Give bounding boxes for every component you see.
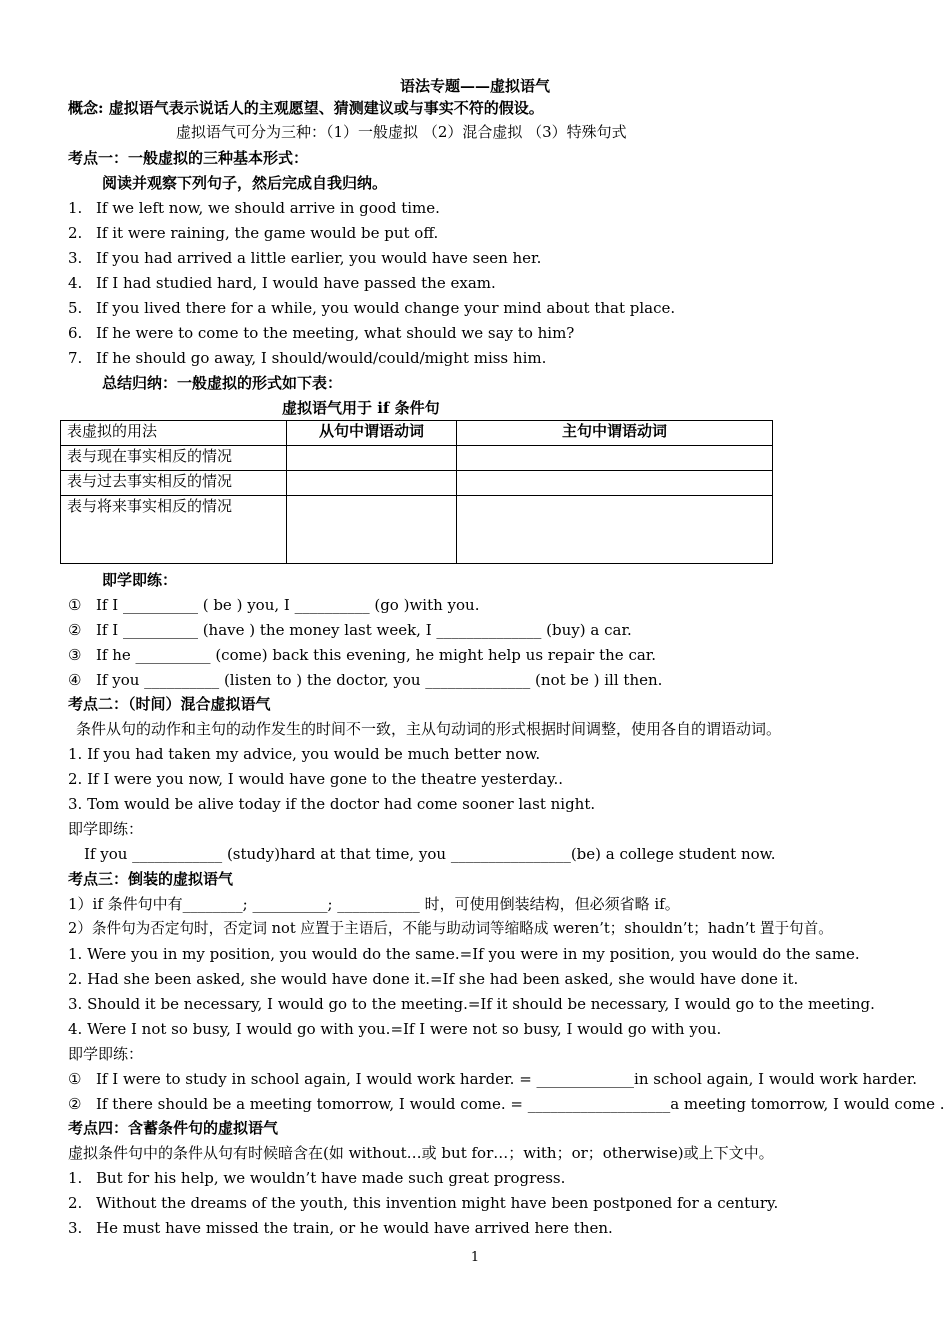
page-number: 1 bbox=[470, 1250, 480, 1265]
example-item: 3. Tom would be alive today if the doctor had come sooner last night. bbox=[68, 795, 596, 813]
example-text: If you lived there for a while, you would change your mind about that place. bbox=[96, 299, 676, 317]
practice-text: If you __________ (listen to ) the doctor, you ______________ (not be ) ill then. bbox=[96, 671, 663, 689]
example-number: 3. bbox=[68, 249, 83, 267]
example-item: 3. Should it be necessary, I would go to the meeting.=If it should be necessary, I would go to the meeting. bbox=[68, 995, 875, 1013]
practice-item bbox=[68, 1094, 945, 1114]
example-item bbox=[68, 223, 438, 243]
subjunctive-types: 虚拟语气可分为三种：（1）一般虚拟 （2）混合虚拟 （3）特殊句式 bbox=[176, 123, 627, 141]
table-blank-cell[interactable] bbox=[457, 471, 773, 496]
example-item: 2. If I were you now, I would have gone to the theatre yesterday.. bbox=[68, 770, 564, 788]
practice-item bbox=[68, 670, 662, 690]
practice-number: ② bbox=[68, 1095, 82, 1113]
example-item bbox=[68, 248, 541, 268]
example-item bbox=[68, 1218, 613, 1238]
example-text: If it were raining, the game would be put off. bbox=[96, 224, 439, 242]
section-2-heading: 考点二：（时间）混合虚拟语气 bbox=[68, 695, 271, 713]
example-item bbox=[68, 198, 440, 218]
example-text: Without the dreams of the youth, this invention might have been postponed for a century. bbox=[96, 1194, 779, 1212]
table-header-clause-verb: 从句中谓语动词 bbox=[287, 421, 457, 446]
practice-text: If I __________ (have ) the money last week, I ______________ (buy) a car. bbox=[96, 621, 632, 639]
practice-item bbox=[68, 645, 656, 665]
section-1-instruction: 阅读并观察下列句子，然后完成自我归纳。 bbox=[102, 174, 388, 192]
page-title: 语法专题——虚拟语气 bbox=[399, 77, 550, 95]
table-blank-cell[interactable] bbox=[287, 471, 457, 496]
practice-item: If you ____________ (study)hard at that time, you ________________(be) a college student now. bbox=[84, 845, 776, 863]
subjunctive-form-table bbox=[60, 420, 773, 564]
table-row-label: 表与将来事实相反的情况 bbox=[61, 496, 287, 564]
example-item bbox=[68, 1168, 565, 1188]
example-text: If he should go away, I should/would/could/might miss him. bbox=[96, 349, 547, 367]
table-caption: 虚拟语气用于 if 条件句 bbox=[282, 399, 440, 417]
example-number: 2. bbox=[68, 224, 83, 242]
practice-text: If there should be a meeting tomorrow, I would come. = ___________________a meeting tomorrow, I would come . bbox=[96, 1095, 945, 1113]
example-number: 3. bbox=[68, 1219, 83, 1237]
practice-heading: 即学即练： bbox=[68, 820, 144, 838]
section-4-explanation: 虚拟条件句中的条件从句有时候暗含在(如 without…或 but for…；with；or；otherwise)或上下文中。 bbox=[68, 1144, 774, 1162]
example-text: If he were to come to the meeting, what should we say to him? bbox=[96, 324, 575, 342]
practice-item bbox=[68, 620, 632, 640]
practice-text: If I __________ ( be ) you, I __________ (go )with you. bbox=[96, 596, 480, 614]
example-item: 2. Had she been asked, she would have done it.=If she had been asked, she would have done it. bbox=[68, 970, 799, 988]
practice-number: ② bbox=[68, 621, 82, 639]
inversion-rule-1: 1）if 条件句中有________; __________; ___________ 时，可使用倒装结构，但必须省略 if。 bbox=[68, 895, 680, 913]
example-number: 2. bbox=[68, 1194, 83, 1212]
practice-text: If he __________ (come) back this evening, he might help us repair the car. bbox=[96, 646, 657, 664]
table-blank-cell[interactable] bbox=[457, 496, 773, 564]
table-blank-cell[interactable] bbox=[287, 496, 457, 564]
inversion-rule-2: 2）条件句为否定句时，否定词 not 应置于主语后，不能与助动词等缩略成 weren’t；shouldn’t；hadn’t 置于句首。 bbox=[68, 920, 833, 937]
example-text: If you had arrived a little earlier, you would have seen her. bbox=[96, 249, 542, 267]
table-header-main-verb: 主句中谓语动词 bbox=[457, 421, 773, 446]
example-item bbox=[68, 323, 574, 343]
example-text: He must have missed the train, or he would have arrived here then. bbox=[96, 1219, 613, 1237]
example-item: 1. Were you in my position, you would do the same.=If you were in my position, you would do the same. bbox=[68, 945, 860, 963]
table-row-label: 表与过去事实相反的情况 bbox=[61, 471, 287, 496]
example-text: If I had studied hard, I would have passed the exam. bbox=[96, 274, 496, 292]
practice-number: ④ bbox=[68, 671, 82, 689]
practice-heading: 即学即练： bbox=[102, 571, 178, 589]
example-number: 4. bbox=[68, 274, 83, 292]
table-row-label: 表与现在事实相反的情况 bbox=[61, 446, 287, 471]
table-blank-cell[interactable] bbox=[287, 446, 457, 471]
example-number: 5. bbox=[68, 299, 83, 317]
example-item bbox=[68, 273, 496, 293]
example-text: If we left now, we should arrive in good time. bbox=[96, 199, 440, 217]
example-number: 1. bbox=[68, 199, 83, 217]
practice-heading: 即学即练： bbox=[68, 1045, 144, 1063]
example-item bbox=[68, 298, 675, 318]
table-header-usage: 表虚拟的用法 bbox=[61, 421, 287, 446]
example-number: 1. bbox=[68, 1169, 83, 1187]
practice-text: If I were to study in school again, I would work harder. = _____________in school again, I would work harder. bbox=[96, 1070, 917, 1088]
practice-item bbox=[68, 595, 480, 615]
practice-number: ① bbox=[68, 1070, 82, 1088]
example-number: 7. bbox=[68, 349, 83, 367]
section-1-heading: 考点一：一般虚拟的三种基本形式： bbox=[68, 149, 309, 167]
practice-item bbox=[68, 1069, 917, 1089]
summary-label: 总结归纳：一般虚拟的形式如下表： bbox=[102, 374, 343, 392]
table-blank-cell[interactable] bbox=[457, 446, 773, 471]
section-4-heading: 考点四：含蓄条件句的虚拟语气 bbox=[68, 1119, 279, 1137]
practice-number: ① bbox=[68, 596, 82, 614]
concept-definition: 概念: 虚拟语气表示说话人的主观愿望、猜测建议或与事实不符的假设。 bbox=[68, 99, 544, 117]
example-text: But for his help, we wouldn’t have made such great progress. bbox=[96, 1169, 566, 1187]
example-item bbox=[68, 1193, 778, 1213]
section-2-explanation: 条件从句的动作和主句的动作发生的时间不一致，主从句动词的形式根据时间调整，使用各自的谓语动词。 bbox=[76, 720, 782, 738]
section-3-heading: 考点三：倒装的虚拟语气 bbox=[68, 870, 234, 888]
example-item: 4. Were I not so busy, I would go with you.=If I were not so busy, I would go with you. bbox=[68, 1020, 722, 1038]
example-number: 6. bbox=[68, 324, 83, 342]
example-item: 1. If you had taken my advice, you would be much better now. bbox=[68, 745, 541, 763]
example-item bbox=[68, 348, 546, 368]
practice-number: ③ bbox=[68, 646, 82, 664]
